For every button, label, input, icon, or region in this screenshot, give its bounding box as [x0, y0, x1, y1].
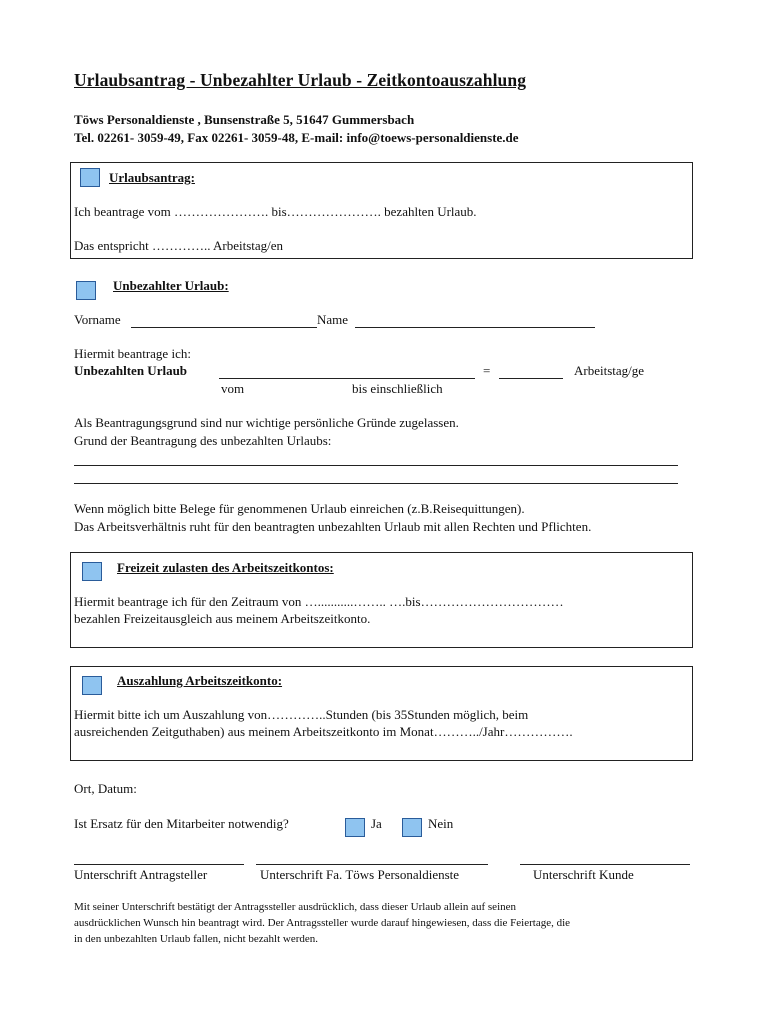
ersatz-question: Ist Ersatz für den Mitarbeiter notwendig? [74, 816, 289, 831]
signature-kunde-label: Unterschrift Kunde [533, 867, 634, 882]
signature-firma-field[interactable] [256, 864, 488, 865]
freizeit-checkbox[interactable] [82, 562, 102, 581]
freizeit-compensation-text: bezahlen Freizeitausgleich aus meinem Arbeitszeitkonto. [74, 611, 371, 626]
bis-label: bis einschließlich [352, 381, 443, 396]
freizeit-heading: Freizeit zulasten des Arbeitszeitkontos: [117, 560, 334, 575]
urlaubsantrag-checkbox[interactable] [80, 168, 100, 187]
urlaubsantrag-days-text: Das entspricht ………….. Arbeitstag/en [74, 238, 284, 253]
page-title: Urlaubsantrag - Unbezahlter Urlaub - Zeitkontoauszahlung [74, 70, 527, 90]
auszahlung-hours-text: Hiermit bitte ich um Auszahlung von…………..Stunden (bis 35Stunden möglich, beim [74, 707, 529, 722]
signature-firma-label: Unterschrift Fa. Töws Personaldienste [260, 867, 460, 882]
urlaubsantrag-period-text: Ich beantrage vom …………………. bis…………………. bezahlten Urlaub. [74, 204, 477, 219]
unbezahlter-urlaub-label: Unbezahlten Urlaub [74, 363, 188, 378]
footer-line-1: Mit seiner Unterschrift bestätigt der Antragssteller ausdrücklich, dass dieser Urlaub allein auf seinen [74, 901, 517, 913]
ersatz-ja-label: Ja [371, 816, 382, 831]
vorname-field[interactable] [131, 327, 317, 328]
freizeit-period-text: Hiermit beantrage ich für den Zeitraum von …...........…….. ….bis…………………………… [74, 594, 564, 609]
auszahlung-heading: Auszahlung Arbeitszeitkonto: [117, 673, 283, 688]
signature-kunde-field[interactable] [520, 864, 690, 865]
reason-field-line-2[interactable] [74, 483, 678, 484]
equals-sign: = [483, 363, 491, 378]
ort-datum-label: Ort, Datum: [74, 781, 137, 796]
urlaubsantrag-heading: Urlaubsantrag: [109, 170, 195, 185]
ersatz-nein-label: Nein [428, 816, 454, 831]
unbezahlt-date-range-field[interactable] [219, 378, 475, 379]
request-intro: Hiermit beantrage ich: [74, 346, 191, 361]
company-address: Töws Personaldienste , Bunsenstraße 5, 51647 Gummersbach [74, 112, 415, 127]
ersatz-ja-checkbox[interactable] [345, 818, 365, 837]
auszahlung-checkbox[interactable] [82, 676, 102, 695]
vom-label: vom [221, 381, 245, 396]
reason-label: Grund der Beantragung des unbezahlten Urlaubs: [74, 433, 332, 448]
vorname-label: Vorname [74, 312, 121, 327]
unbezahlter-urlaub-heading: Unbezahlter Urlaub: [113, 278, 229, 293]
auszahlung-month-text: ausreichenden Zeitguthaben) aus meinem Arbeitszeitkonto im Monat………../Jahr……………. [74, 724, 573, 739]
signature-antragsteller-label: Unterschrift Antragsteller [74, 867, 208, 882]
footer-line-3: in den unbezahlten Urlaub fallen, nicht bezahlt werden. [74, 933, 319, 945]
company-contact: Tel. 02261- 3059-49, Fax 02261- 3059-48, E-mail: info@toews-personaldienste.de [74, 130, 519, 145]
rest-note: Das Arbeitsverhältnis ruht für den beantragten unbezahlten Urlaub mit allen Rechten und Pflichten. [74, 519, 592, 534]
reason-note: Als Beantragungsgrund sind nur wichtige persönliche Gründe zugelassen. [74, 415, 459, 430]
name-field[interactable] [355, 327, 595, 328]
signature-antragsteller-field[interactable] [74, 864, 244, 865]
footer-line-2: ausdrücklichen Wunsch hin beantragt wird. Der Antragssteller wurde darauf hingewiesen, dass die Feiertage, die [74, 917, 571, 929]
name-label: Name [317, 312, 349, 327]
unbezahlt-days-field[interactable] [499, 378, 563, 379]
proof-note: Wenn möglich bitte Belege für genommenen Urlaub einreichen (z.B.Reisequittungen). [74, 501, 525, 516]
ersatz-nein-checkbox[interactable] [402, 818, 422, 837]
days-unit-label: Arbeitstag/ge [574, 363, 645, 378]
unbezahlter-urlaub-checkbox[interactable] [76, 281, 96, 300]
reason-field-line-1[interactable] [74, 465, 678, 466]
